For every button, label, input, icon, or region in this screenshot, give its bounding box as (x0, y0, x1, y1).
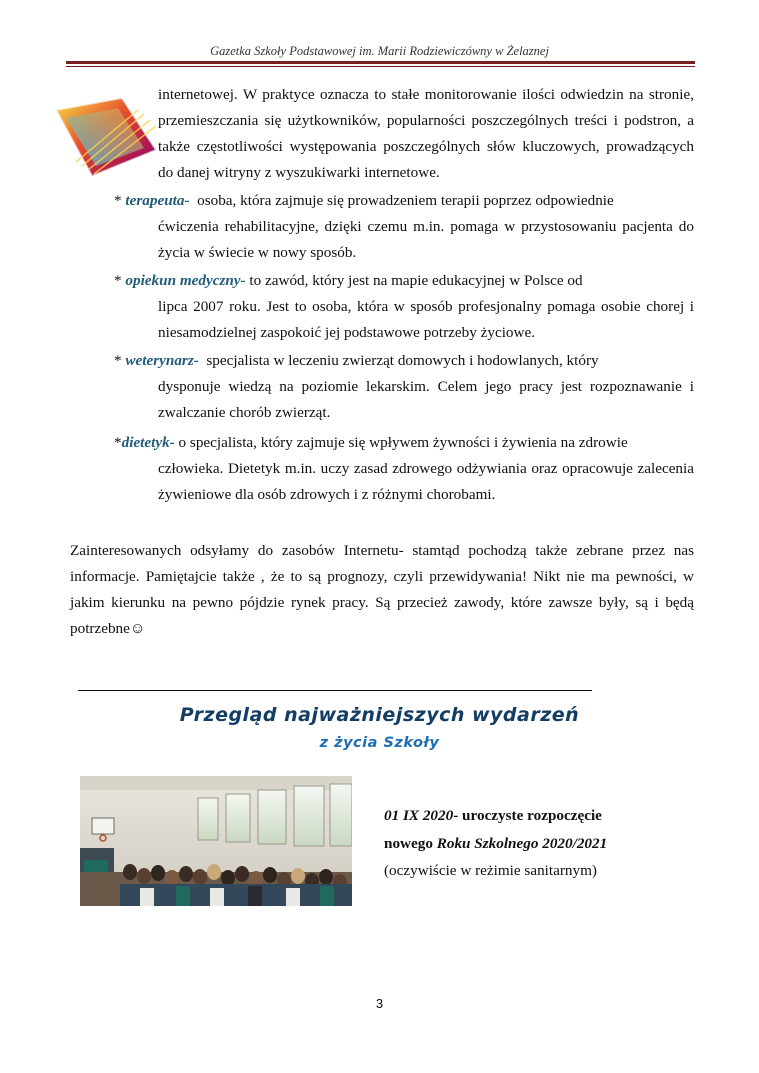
entry-terapeuta (114, 188, 694, 215)
entry-first-line: o specjalista, który zajmuje się wpływem żywności i żywienia na zdrowie (174, 434, 628, 451)
decorative-graphic (52, 92, 160, 180)
event-line-2 (384, 831, 607, 858)
entry-bullet: * (114, 352, 126, 369)
event-title-part: - uroczyste rozpoczęcie (453, 807, 602, 824)
intro-line: także częstotliwości występowania poszczególnych słów kluczowych, prowadzących (158, 138, 694, 155)
entry-first-line: to zawód, który jest na mapie edukacyjnej w Polsce od (245, 272, 583, 289)
entry-term: dietetyk- (121, 434, 175, 451)
section-subtitle: z życia Szkoły (319, 735, 440, 751)
entry-opiekun-medyczny (114, 268, 694, 295)
entry-line: zwalczanie chorób zwierząt. (158, 404, 331, 421)
closing-line: jakim kierunku na pewno pójdzie rynek pracy. Są przecież zawody, które zawsze były, są i będą (70, 594, 694, 611)
section-divider (78, 690, 592, 691)
event-date: 01 IX 2020 (384, 807, 454, 824)
intro-line: przemieszczania się użytkowników, popularności poszczególnych treści i podstron, a (158, 112, 694, 129)
entry-line: życia w świecie w nowy sposób. (158, 244, 357, 261)
closing-line: informacje. Pamiętajcie także , że to są prognozy, czyli przewidywania! Nikt nie ma pewności, w (70, 568, 694, 585)
closing-line: Zainteresowanych odsyłamy do zasobów Internetu- stamtąd pochodzą także zebrane przez nas (70, 542, 694, 559)
closing-line: potrzebne☺ (70, 620, 146, 637)
event-school-year: Roku Szkolnego 2020/2021 (436, 835, 608, 852)
entry-line: niesamodzielnej zaspokoić jej podstawowe potrzeby życiowe. (158, 324, 536, 341)
section-title: Przegląd najważniejszych wydarzeń (179, 704, 580, 726)
entry-term: weterynarz- (125, 352, 199, 369)
header-rule-thick (66, 61, 695, 64)
header-rule-thin (66, 66, 695, 67)
event-line-3: (oczywiście w reżimie sanitarnym) (384, 862, 597, 879)
event-line-1 (384, 803, 602, 830)
header-title: Gazetka Szkoły Podstawowej im. Marii Rodziewiczówny w Żelaznej (210, 44, 549, 58)
entry-line: dysponuje wiedzą na poziomie lekarskim. Celem jego pracy jest rozpoznawanie i (158, 378, 694, 395)
entry-line: ćwiczenia rehabilitacyjne, dzięki czemu m.in. pomaga w przystosowaniu pacjenta do (158, 218, 694, 235)
entry-term: opiekun medyczny- (125, 272, 246, 289)
page-number: 3 (375, 996, 384, 1011)
event-title-prefix: nowego (384, 835, 437, 852)
entry-term: terapeuta- (125, 192, 190, 209)
intro-line: internetowej. W praktyce oznacza to stałe monitorowanie ilości odwiedzin na stronie, (158, 86, 694, 103)
event-photo (80, 776, 352, 906)
entry-line: człowieka. Dietetyk m.in. uczy zasad zdrowego odżywiania oraz opracowuje zalecenia (158, 460, 694, 477)
intro-line: do danej witryny z wyszukiwarki internetowe. (158, 164, 440, 181)
entry-weterynarz (114, 348, 694, 375)
entry-bullet: * (114, 272, 126, 289)
entry-dietetyk (114, 430, 694, 457)
entry-line: lipca 2007 roku. Jest to osoba, która w sposób profesjonalny pomaga osobie chorej i (158, 298, 694, 315)
entry-first-line: osoba, która zajmuje się prowadzeniem terapii poprzez odpowiednie (189, 192, 614, 209)
entry-first-line: specjalista w leczeniu zwierząt domowych i hodowlanych, który (198, 352, 599, 369)
entry-bullet: * (114, 434, 122, 451)
entry-bullet: * (114, 192, 126, 209)
entry-line: żywieniowe dla osób zdrowych i z różnymi chorobami. (158, 486, 496, 503)
